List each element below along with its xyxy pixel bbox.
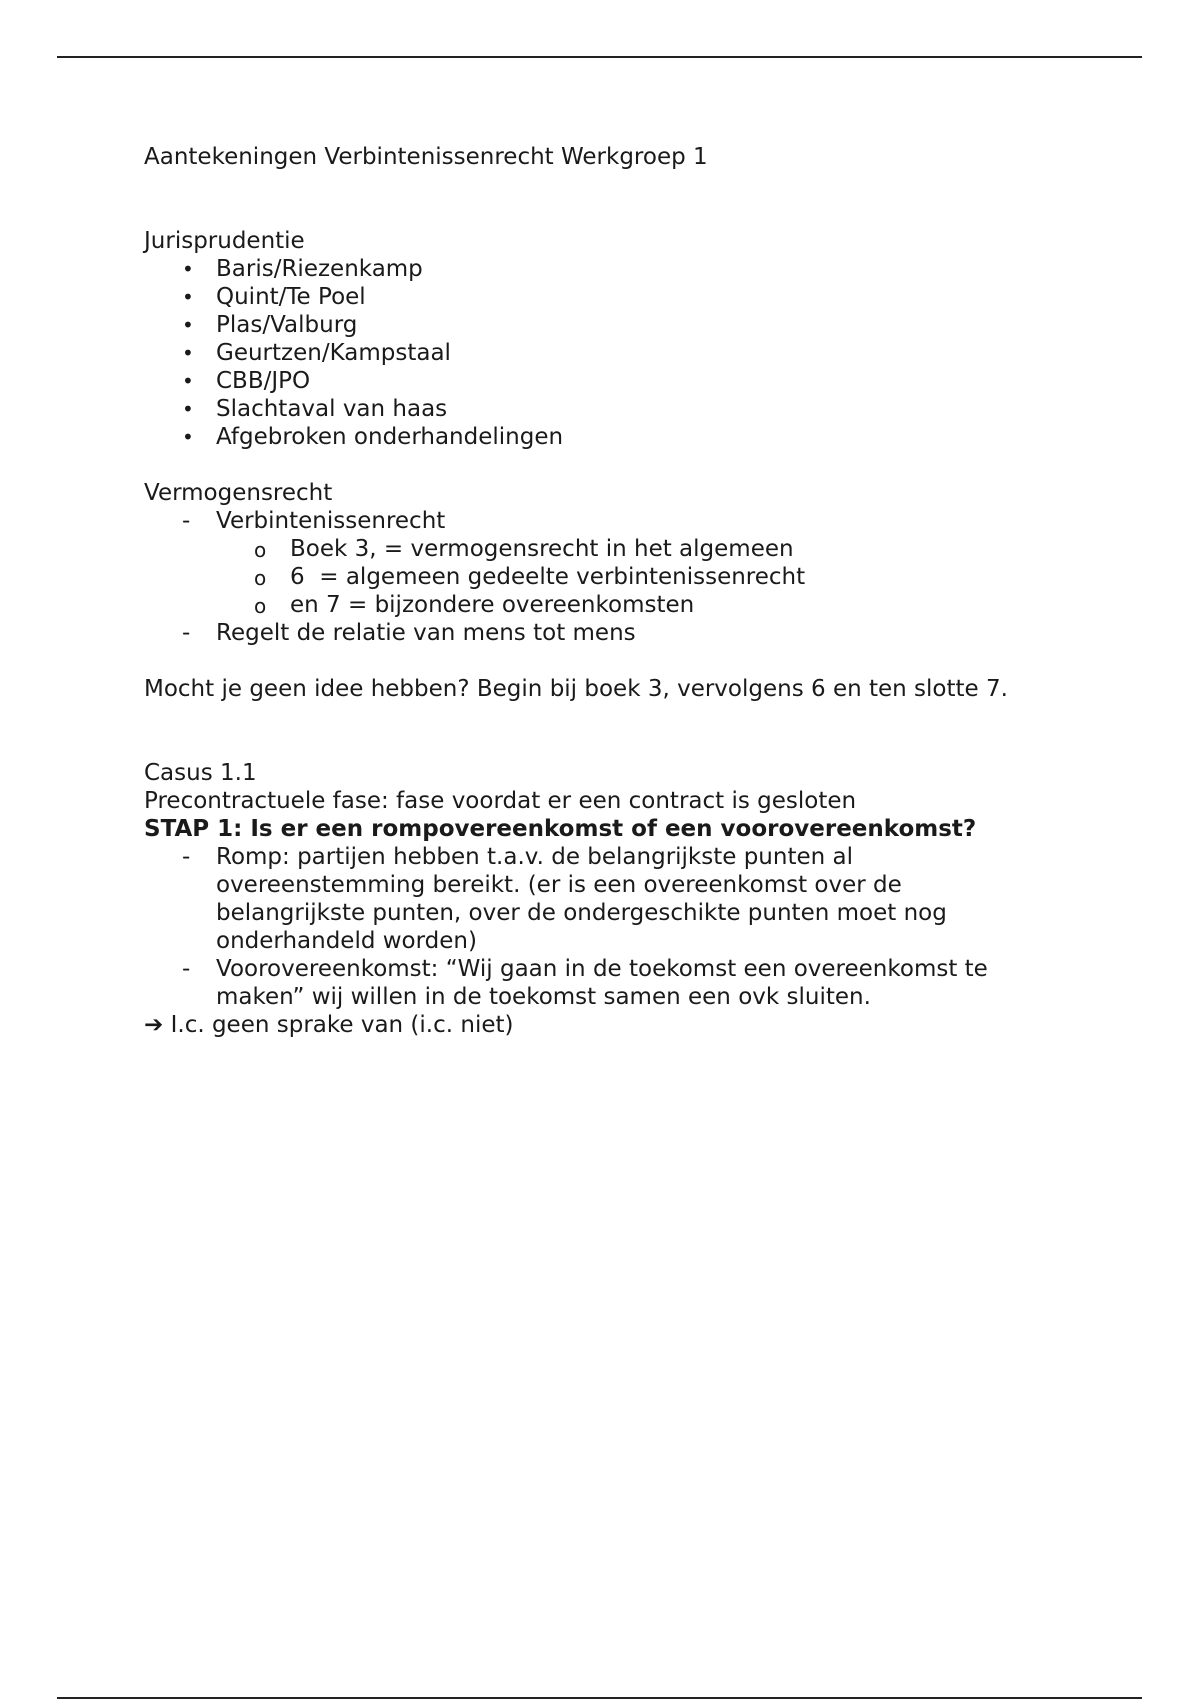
dash-icon: - <box>182 956 191 982</box>
list-item: - Verbintenissenrecht <box>182 508 446 534</box>
list-item: • Slachtaval van haas <box>182 396 448 422</box>
list-item: • CBB/JPO <box>182 368 311 394</box>
casus-list <box>144 843 1144 1011</box>
document-title: Aantekeningen Verbintenissenrecht Werkgroep 1 <box>144 144 708 170</box>
top-rule <box>57 56 1142 58</box>
list-item: o Boek 3, = vermogensrecht in het algemeen <box>254 536 794 562</box>
jurisprudentie-list <box>144 255 1144 451</box>
bullet-icon: • <box>182 313 194 337</box>
list-item: • Baris/Riezenkamp <box>182 256 423 282</box>
document-body <box>144 143 1144 1039</box>
list-item: - Romp: partijen hebben t.a.v. de belangrijkste punten al overeenstemming bereikt. (er is een overeenkomst over de belangrijkste punten, over de ondergeschikte punten moet nog onderhandeld worden) <box>182 844 947 954</box>
advice-text: Mocht je geen idee hebben? Begin bij boek 3, vervolgens 6 en ten slotte 7. <box>144 676 1008 702</box>
bottom-rule <box>57 1697 1142 1699</box>
bullet-icon: • <box>182 397 194 421</box>
circle-icon: o <box>254 538 267 562</box>
boek-sublist <box>144 535 1144 619</box>
vermogensrecht-list-2 <box>144 619 1144 647</box>
step-heading: STAP 1: Is er een rompovereenkomst of een voorovereenkomst? <box>144 816 977 842</box>
circle-icon: o <box>254 594 267 618</box>
circle-icon: o <box>254 566 267 590</box>
list-item: o en 7 = bijzondere overeenkomsten <box>254 592 695 618</box>
dash-icon: - <box>182 508 191 534</box>
jurisprudentie-heading: Jurisprudentie <box>144 228 305 254</box>
list-item: o 6 = algemeen gedeelte verbintenissenrecht <box>254 564 806 590</box>
bullet-icon: • <box>182 257 194 281</box>
bullet-icon: • <box>182 369 194 393</box>
list-item: - Regelt de relatie van mens tot mens <box>182 620 636 646</box>
arrow-right-icon: ➔ <box>144 1012 164 1038</box>
dash-icon: - <box>182 844 191 870</box>
bullet-icon: • <box>182 425 194 449</box>
list-item: - Voorovereenkomst: “Wij gaan in de toekomst een overeenkomst te maken” wij willen in de toekomst samen een ovk sluiten. <box>182 956 988 1010</box>
conclusion-line: ➔ I.c. geen sprake van (i.c. niet) <box>144 1012 514 1038</box>
list-item: • Plas/Valburg <box>182 312 358 338</box>
casus-heading: Casus 1.1 <box>144 760 257 786</box>
vermogensrecht-list <box>144 507 1144 535</box>
list-item: • Quint/Te Poel <box>182 284 366 310</box>
list-item: • Afgebroken onderhandelingen <box>182 424 564 450</box>
bullet-icon: • <box>182 341 194 365</box>
bullet-icon: • <box>182 285 194 309</box>
vermogensrecht-heading: Vermogensrecht <box>144 480 333 506</box>
dash-icon: - <box>182 620 191 646</box>
casus-subtitle: Precontractuele fase: fase voordat er een contract is gesloten <box>144 788 857 814</box>
list-item: • Geurtzen/Kampstaal <box>182 340 451 366</box>
